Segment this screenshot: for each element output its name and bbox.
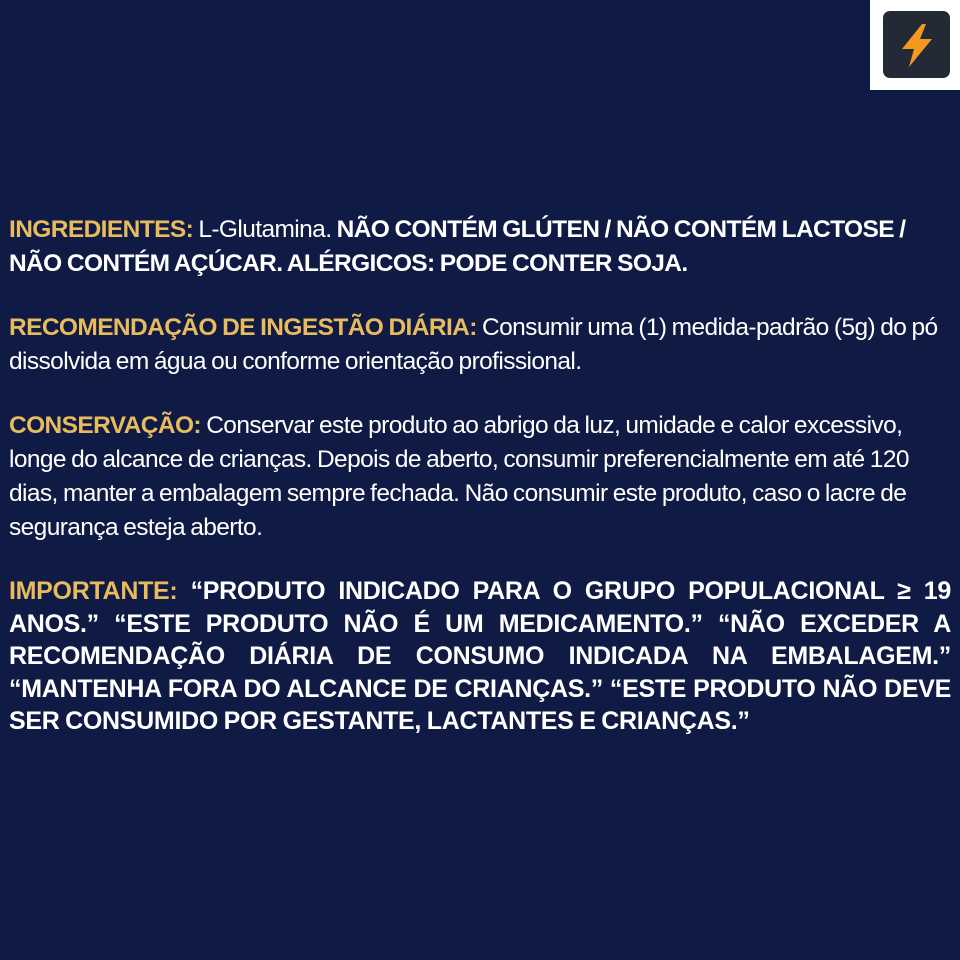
ingredients-allergen-notice: NÃO CONTÉM GLÚTEN / NÃO CONTÉM LACTOSE / NÃO CONTÉM AÇÚCAR. ALÉRGICOS: PODE CONTER SOJA. [9, 216, 906, 277]
label-text-block [9, 213, 951, 768]
daily-intake-label: RECOMENDAÇÃO DE INGESTÃO DIÁRIA: [9, 314, 477, 341]
brand-logo [883, 11, 950, 78]
important-section [9, 575, 951, 738]
ingredients-section [9, 213, 951, 281]
lightning-bolt-icon [883, 11, 950, 78]
ingredients-text: L-Glutamina. [193, 216, 337, 243]
daily-intake-text: Consumir uma (1) medida-padrão (5g) do pó dissolvida em água ou conforme orientação profissional. [9, 314, 938, 375]
storage-label: CONSERVAÇÃO: [9, 412, 201, 439]
important-text: “PRODUTO INDICADO PARA O GRUPO POPULACIONAL ≥ 19 ANOS.” “ESTE PRODUTO NÃO É UM MEDICAMENTO.” “NÃO EXCEDER A RECOMENDAÇÃO DIÁRIA DE CONSUMO INDICADA NA EMBALAGEM.” “MANTENHA FORA DO ALCANCE DE CRIANÇAS.” “ESTE PRODUTO NÃO DEVE SER CONSUMIDO POR GESTANTE, LACTANTES E CRIANÇAS.” [9, 577, 951, 735]
daily-intake-section [9, 311, 951, 379]
storage-section [9, 409, 951, 545]
brand-badge [870, 0, 960, 90]
important-label: IMPORTANTE: [9, 577, 178, 605]
storage-text: Conservar este produto ao abrigo da luz, umidade e calor excessivo, longe do alcance de crianças. Depois de aberto, consumir preferencialmente em até 120 dias, manter a embalagem sempre fechada. Não consumir este produto, caso o lacre de segurança esteja aberto. [9, 412, 909, 541]
ingredients-label: INGREDIENTES: [9, 216, 194, 243]
